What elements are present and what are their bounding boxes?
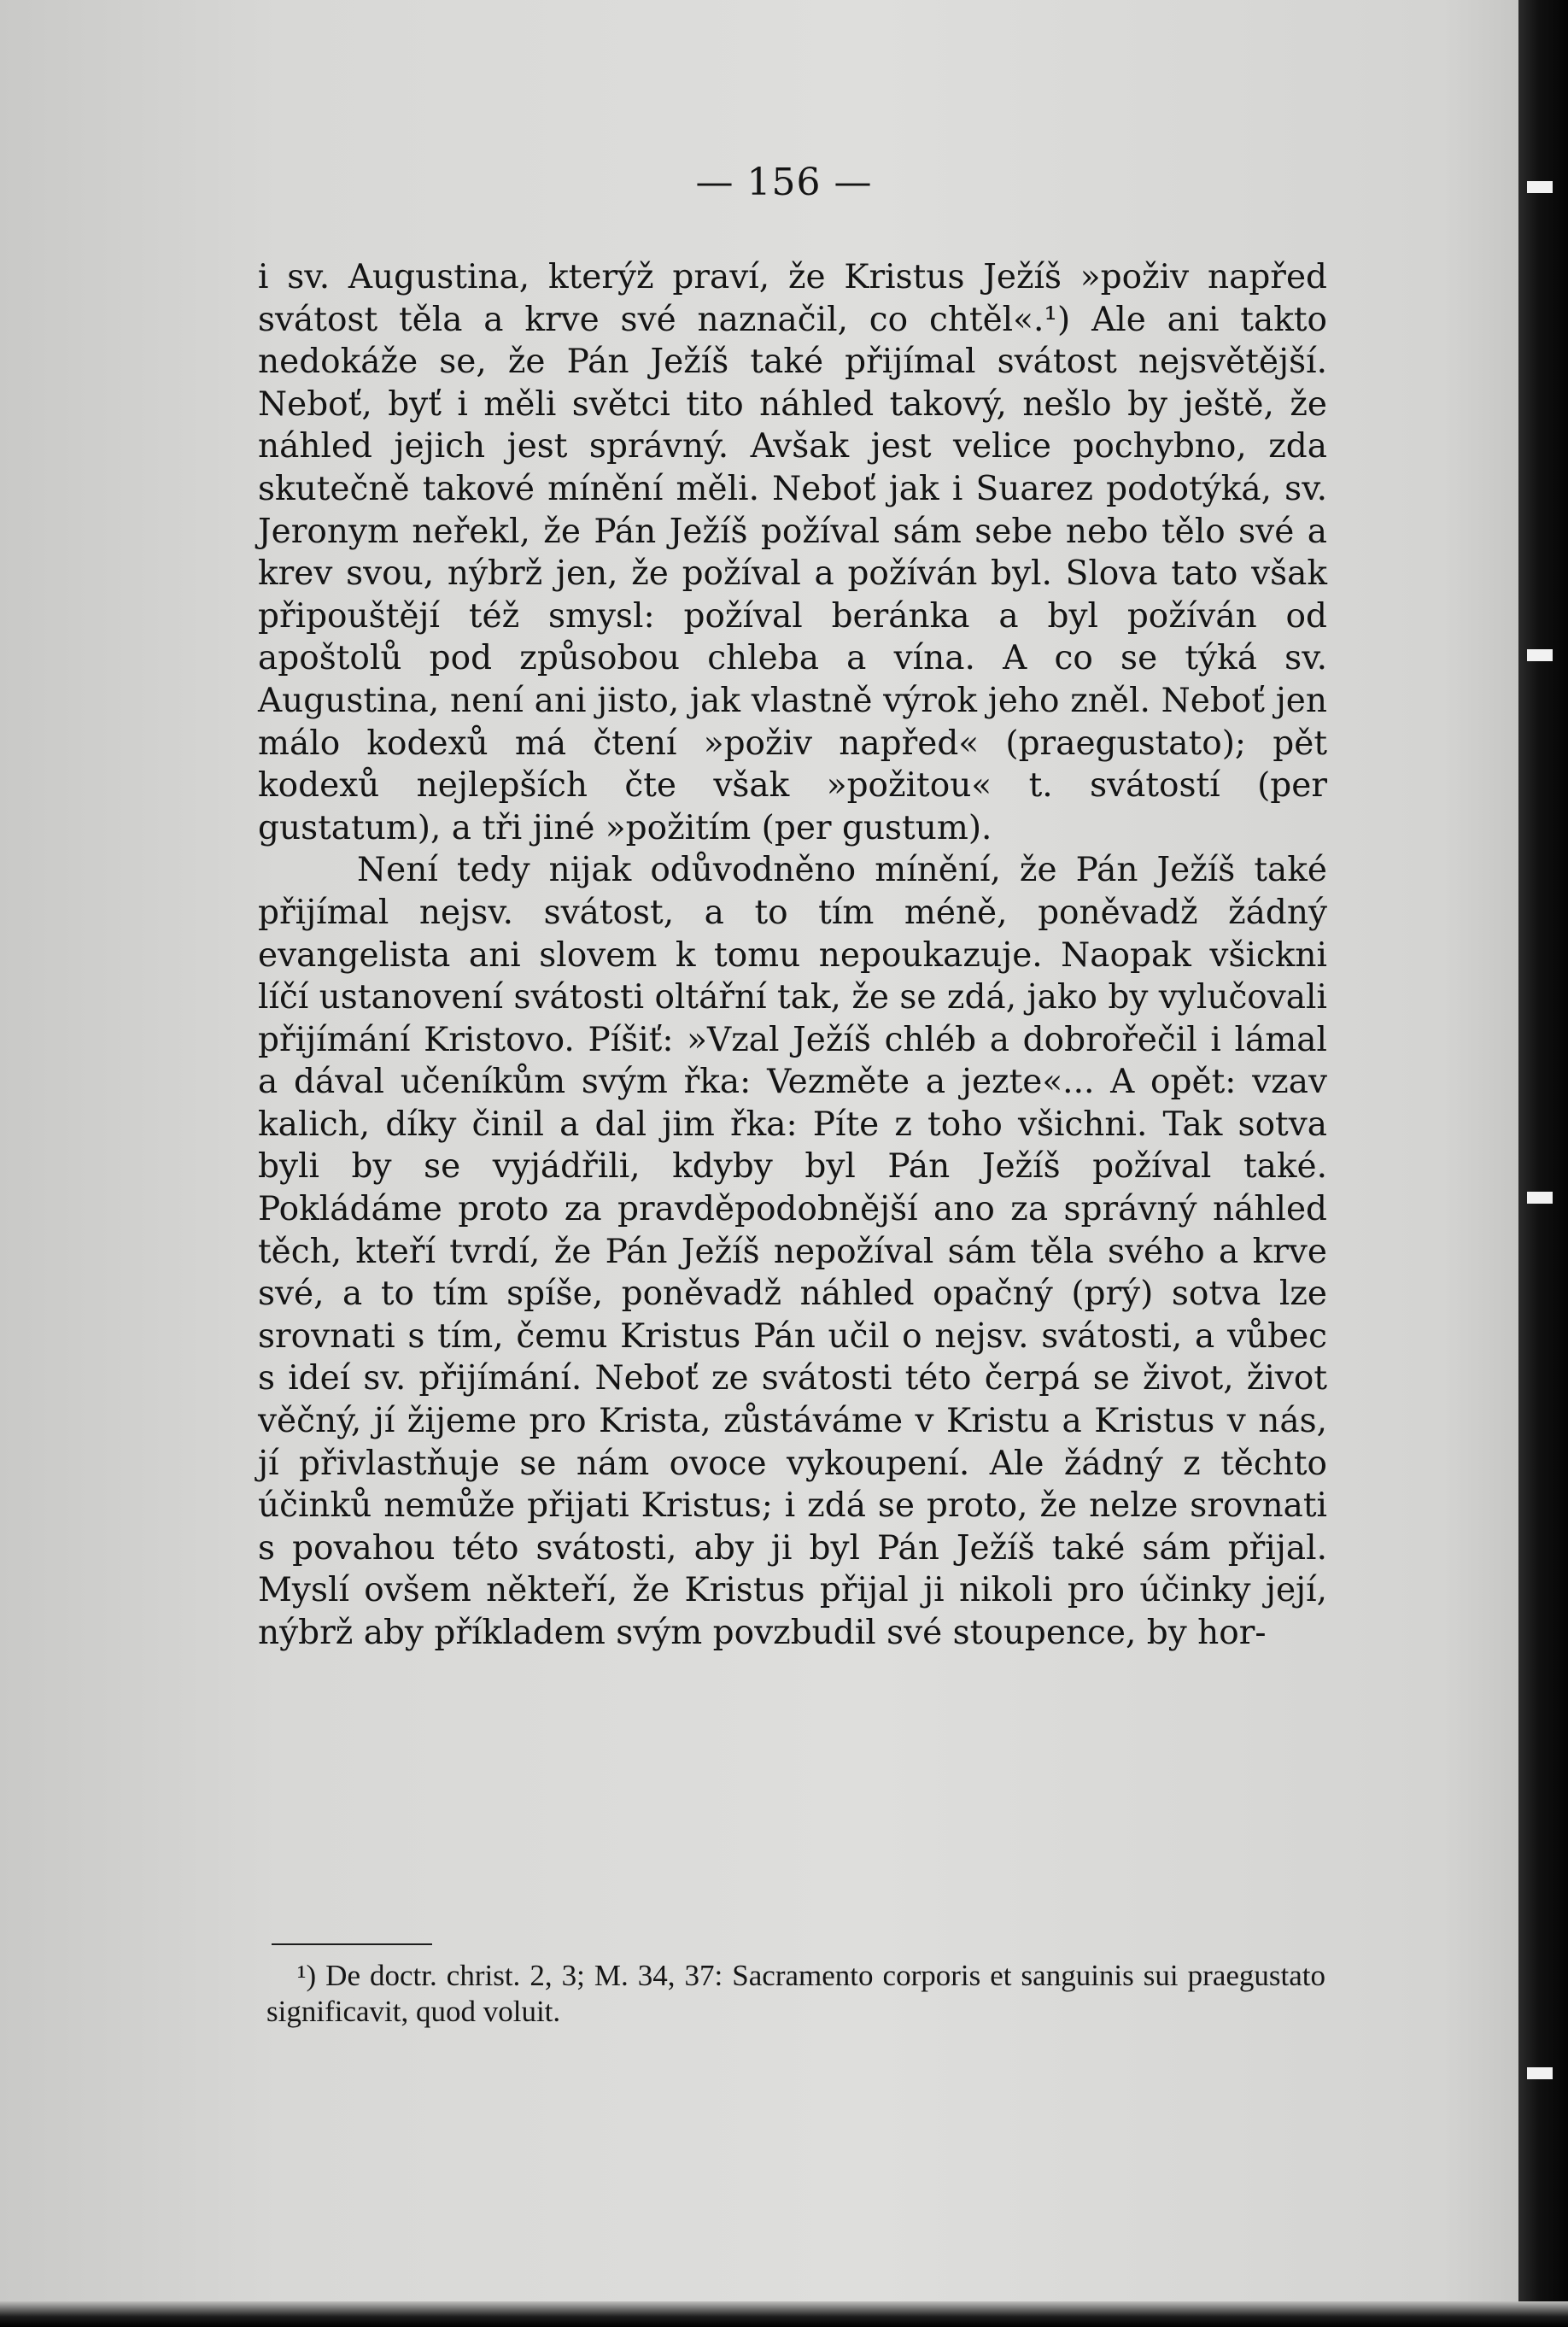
scan-edge-mark: [1527, 181, 1553, 193]
footnote-divider: [272, 1943, 432, 1945]
paragraph-2: Není tedy nijak odůvodněno mínění, že Pán Ježíš také přijímal nejsv. svátost, a to tím méně, poněvadž žádný evangelista ani slovem k tomu nepoukazuje. Naopak všickni líčí ustanovení svátosti oltářní tak, že se zdá, jako by vylučovali přijímání Kristovo. Píšiť: »Vzal Ježíš chléb a dobrořečil i lámal a dával učeníkům svým řka: Vezměte a jezte«... A opět: vzav kalich, díky činil a dal jim řka: Píte z toho všichni. Tak sotva byli by se vyjádřili, kdyby byl Pán Ježíš požíval také. Pokládáme proto za pravděpodobnější ano za správný náhled těch, kteří tvrdí, že Pán Ježíš nepožíval sám těla svého a krve své, a to tím spíše, poněvadž náhled opačný (prý) sotva lze srovnati s tím, čemu Kristus Pán učil o nejsv. svátosti, a vůbec s ideí sv. přijímání. Neboť ze svátosti této čerpá se život, život věčný, jí žijeme pro Krista, zůstáváme v Kristu a Kristus v nás, jí přivlastňuje se nám ovoce vykoupení. Ale žádný z těchto účinků nemůže přijati Kristus; i zdá se proto, že nelze srovnati s povahou této svátosti, aby ji byl Pán Ježíš také sám přijal. Myslí ovšem někteří, že Kristus přijal ji nikoli pro účinky její, nýbrž aby příkladem svým povzbudil své stoupence, by hor-: [258, 851, 1327, 1652]
footnote: [266, 1958, 1325, 2030]
scan-edge-mark: [1527, 1192, 1553, 1204]
scan-bottom-edge: [0, 2301, 1568, 2327]
paragraph-1: i sv. Augustina, kterýž praví, že Kristus Ježíš »poživ napřed svátost těla a krve své naznačil, co chtěl«.¹) Ale ani takto nedokáže se, že Pán Ježíš také přijímal svátost nejsvětější. Neboť, byť i měli světci tito náhled takový, nešlo by ještě, že náhled jejich jest správný. Avšak jest velice pochybno, zda skutečně takové mínění měli. Neboť jak i Suarez podotýká, sv. Jeronym neřekl, že Pán Ježíš požíval sám sebe nebo tělo své a krev svou, nýbrž jen, že požíval a požíván byl. Slova tato však připouštějí též smysl: požíval beránka a byl požíván od apoštolů pod způsobou chleba a vína. A co se týká sv. Augustina, není ani jisto, jak vlastně výrok jeho zněl. Neboť jen málo kodexů má čtení »poživ napřed« (praegustato); pět kodexů nejlepších čte však »požitou« t. svátostí (per gustatum), a tři jiné »požitím (per gustum).: [258, 258, 1327, 847]
scan-edge-mark: [1527, 2067, 1553, 2079]
scan-right-edge: [1518, 0, 1568, 2327]
body-text: [258, 256, 1327, 1655]
footnote-text: ¹) De doctr. christ. 2, 3; M. 34, 37: Sacramento corporis et sanguinis sui praegustato significavit, quod voluit.: [266, 1959, 1325, 2028]
scan-edge-mark: [1527, 649, 1553, 661]
page-number: — 156 —: [695, 161, 873, 204]
